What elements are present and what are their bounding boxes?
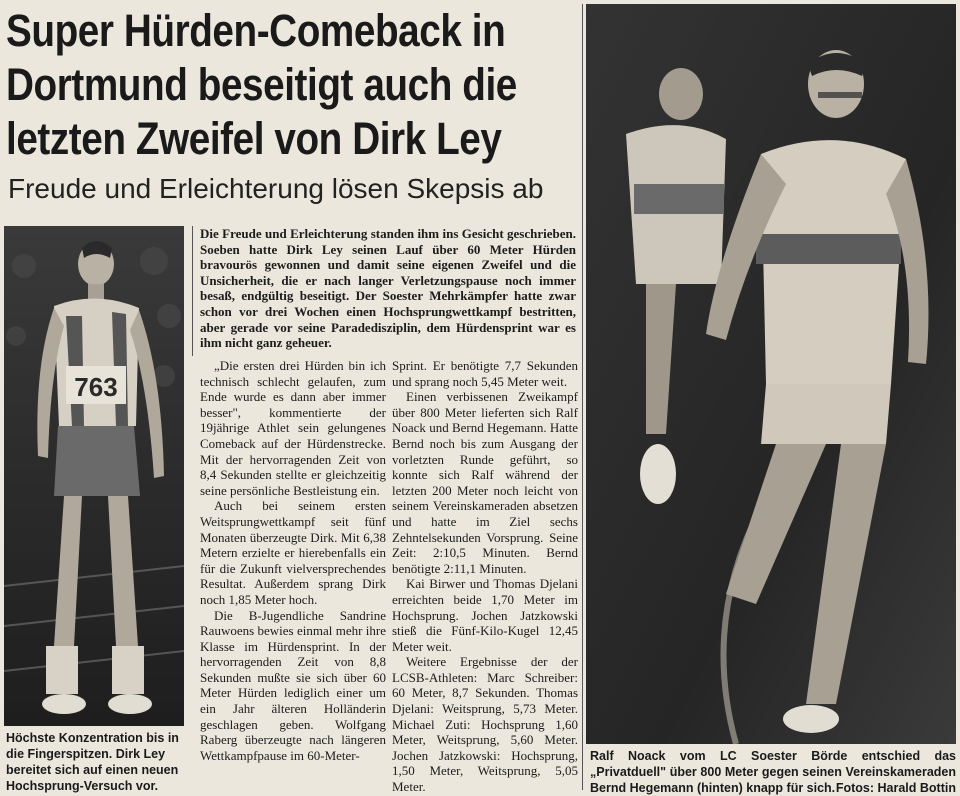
photo-dirk-ley bbox=[4, 226, 184, 726]
paragraph: Auch bei seinem ersten Weitsprungwettkampf seit fünf Monaten überzeugte Dirk. Mit 6,38 Metern erzielte er hierebenfalls ein für die Zukunft vielversprechendes Resultat. Außerdem sprang Dirk noch 1,85 Meter hoch. bbox=[200, 498, 386, 607]
paragraph: Kai Birwer und Thomas Djelani erreichten beide 1,70 Meter im Hochsprung. Jochen Jatzkowski stieß die Fünf-Kilo-Kugel 12,45 Meter weit. bbox=[392, 576, 578, 654]
paragraph: „Die ersten drei Hürden bin ich technisch schlecht gelaufen, zum Ende wurde es dann aber immer besser", kommentierte der 19jährige Athlet sein gelungenes Comeback auf der Hürdenstrecke. Mit der hervorragenden Zeit von 8,4 Sekunden stellte er gleichzeitig seine persönliche Bestleistung ein. bbox=[200, 358, 386, 498]
photo-credit: Fotos: Harald Bottin bbox=[835, 781, 956, 795]
headline-line-1: Super Hürden-Comeback in bbox=[6, 5, 506, 56]
photo-dirk-ley-image bbox=[4, 226, 184, 726]
article-column-2 bbox=[392, 358, 578, 795]
headline-line-3: letzten Zweifel von Dirk Ley bbox=[6, 113, 502, 164]
paragraph: Einen verbissenen Zweikampf über 800 Meter lieferten sich Ralf Noack und Bernd Hegemann. Hatte Bernd noch bis zum Ausgang der vorletzten Runde geführt, so konnte sich Ralf während der letzten 200 Meter noch leicht von seinem Vereinskameraden absetzen und hatte im Ziel sechs Zehntelsekunden Vorsprung. Seine Zeit: 2:10,5 Minuten. Bernd benötigte 2:11,1 Minuten. bbox=[392, 389, 578, 576]
bib-number: 763 bbox=[74, 372, 118, 402]
paragraph: Weitere Ergebnisse der der LCSB-Athleten: Marc Schreiber: 60 Meter, 8,7 Sekunden. Thomas Djelani: Weitsprung, 5,73 Meter. Michael Zuti: Hochsprung 1,60 Meter, Weitsprung, 5,60 Meter. Jochen Jatzkowski: Hochsprung, 1,50 Meter, Weitsprung, 5,05 Meter. bbox=[392, 654, 578, 795]
paragraph: Die B-Jugendliche Sandrine Rauwoens bewies einmal mehr ihre Klasse im Hürdensprint. In der hervorragenden Zeit von 8,8 Sekunden mußte sie sich über 60 Meter Hürden lediglich einer um ein Jahr älteren Holländerin geschlagen geben. Wolfgang Raberg überzeugte nach längeren Wettkampfpause im 60-Meter- bbox=[200, 607, 386, 763]
subheadline: Freude und Erleichterung lösen Skepsis ab bbox=[8, 173, 544, 204]
headline bbox=[6, 4, 517, 166]
caption-right bbox=[590, 748, 956, 796]
photo-800m-duel bbox=[586, 4, 956, 744]
paragraph: Sprint. Er benötigte 7,7 Sekunden und sprang noch 5,45 Meter weit. bbox=[392, 358, 578, 389]
caption-left: Höchste Konzentration bis in die Fingerspitzen. Dirk Ley bereitet sich auf einen neuen Hochsprung-Versuch vor. bbox=[6, 731, 179, 793]
photo-800m-duel-image bbox=[586, 4, 956, 744]
caption-right-text: Ralf Noack vom LC Soester Börde entschied das „Privatduell" über 800 Meter gegen seinen Vereinskameraden Bernd Hegemann (hinten) knapp für sich. bbox=[590, 749, 956, 795]
headline-line-2: Dortmund beseitigt auch die bbox=[6, 59, 517, 110]
article-intro: Die Freude und Erleichterung standen ihm ins Gesicht geschrieben. Soeben hatte Dirk Ley seinen Lauf über 60 Meter Hürden bravourös gewonnen und damit seine eigenen Zweifel und die Unsicherheit, die er nach langer Verletzungspause noch immer besaß, endgültig beseitigt. Der Soester Mehrkämpfer hatte zwar schon vor drei Wochen einen Hochsprungwettkampf bestritten, aber gerade vor seine Paradedisziplin, dem Hürdensprint war es ihm nicht ganz geheuer. bbox=[200, 226, 576, 351]
column-rule bbox=[192, 226, 193, 356]
article-column-1 bbox=[200, 358, 386, 763]
photo-rule bbox=[582, 4, 583, 790]
